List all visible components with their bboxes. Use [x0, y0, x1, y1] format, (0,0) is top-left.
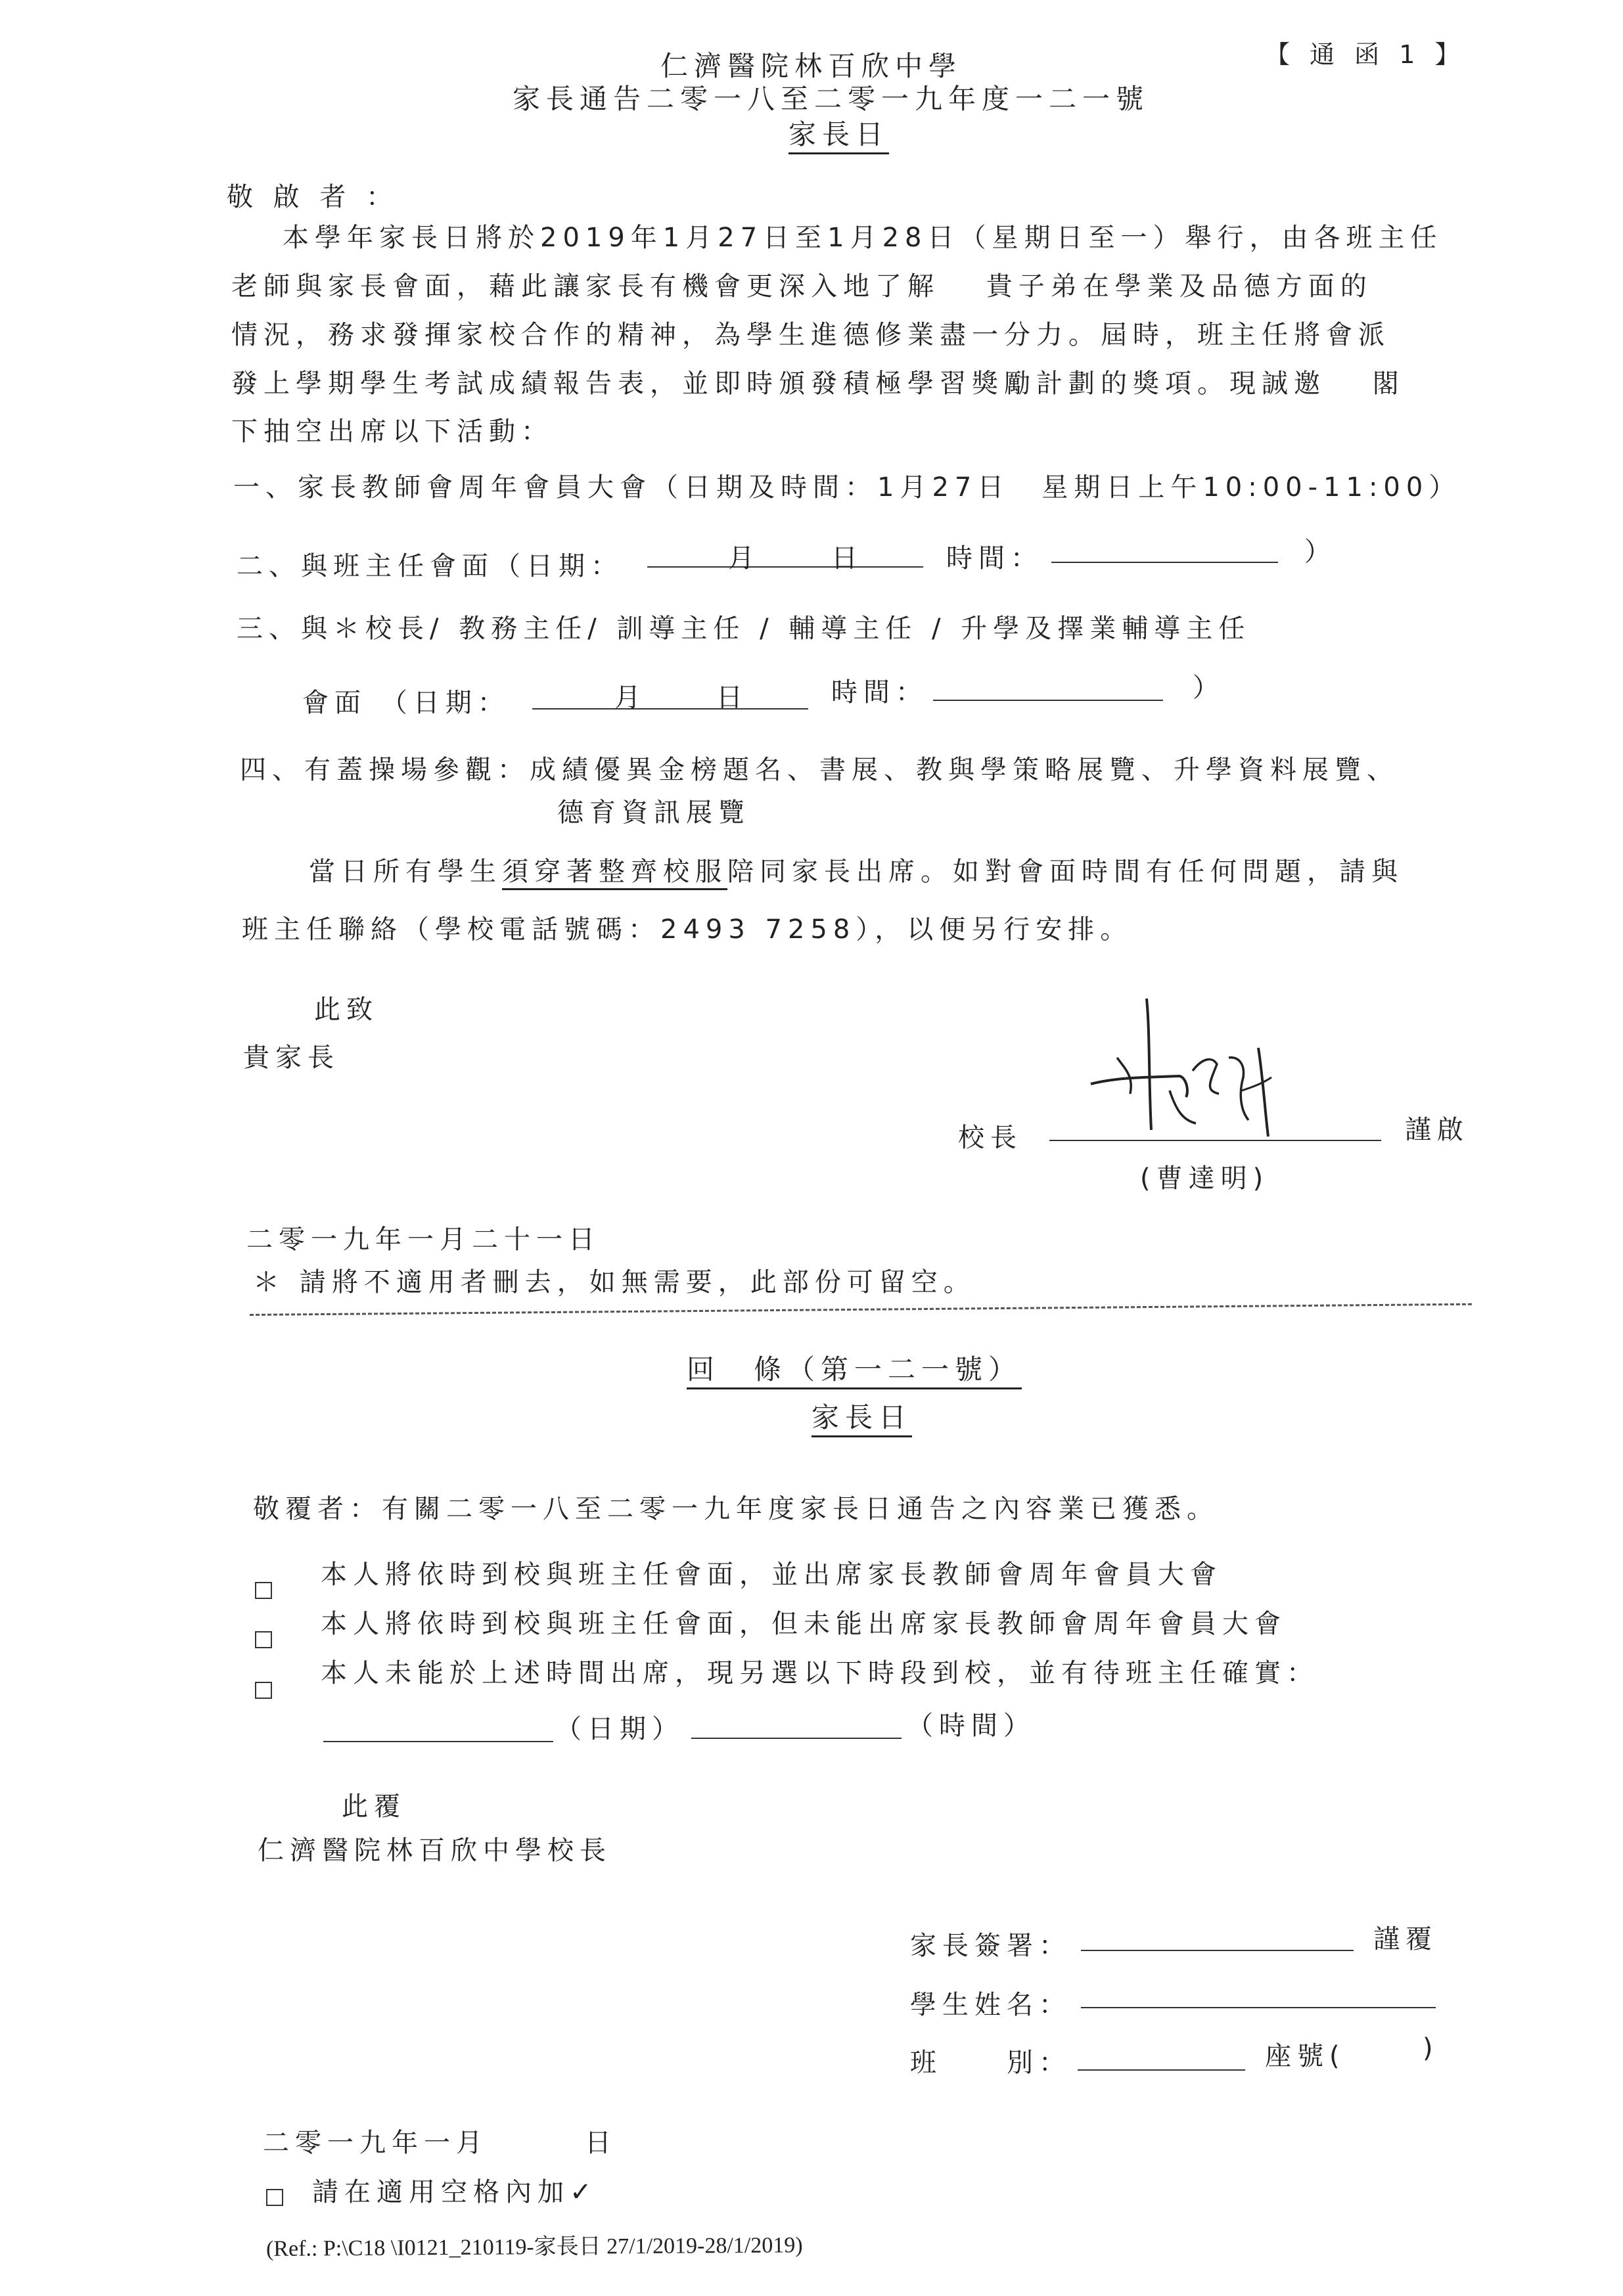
activity-item-4-cont: 德育資訊展覽 [557, 798, 750, 828]
reply-closing-2: 仁濟醫院林百欣中學校長 [258, 1835, 612, 1866]
notice-subject: 家長日 [789, 113, 889, 154]
para1-line5: 下抽空出席以下活動： [231, 416, 553, 447]
circular-tag: 【 通 函 1 】 [1265, 40, 1466, 69]
para2-line2: 班主任聯絡（學校電話號碼：2493 7258），以便另行安排。 [242, 914, 1133, 945]
reply-date: 二零一九年一月 日 [263, 2128, 617, 2158]
principal-name: (曹達明) [1140, 1163, 1269, 1194]
alt-time-label: （時間） [907, 1711, 1036, 1741]
alt-date-field[interactable] [323, 1741, 553, 1742]
tick-note-checkbox [266, 2182, 283, 2213]
item3-date-blank[interactable] [532, 708, 808, 709]
principal-label: 校長 [958, 1123, 1022, 1153]
reply-title: 回 條（第一二一號） [687, 1348, 1022, 1389]
item2-day: 日 [831, 543, 857, 574]
tick-instruction: 請在適用空格內加✓ [312, 2177, 598, 2207]
item3-time-blank[interactable] [933, 700, 1163, 701]
tear-off-line [250, 1303, 1472, 1316]
meeting-time-blank[interactable] [1051, 562, 1278, 563]
item2-time-label: 時間： [946, 543, 1043, 574]
activity-item-3: 三、與＊校長/ 教務主任/ 訓導主任 / 輔導主任 / 升學及擇業輔導主任 [237, 614, 1251, 644]
item3-day: 日 [716, 683, 743, 713]
reply-acknowledgement: 敬覆者：有關二零一八至二零一九年度家長日通告之內容業已獲悉。 [253, 1494, 1219, 1524]
signoff: 謹啟 [1405, 1115, 1469, 1145]
alt-time-field[interactable] [691, 1738, 902, 1739]
closing-2: 貴家長 [243, 1043, 340, 1073]
footnote: ＊ 請將不適用者刪去，如無需要，此部份可留空。 [253, 1267, 976, 1297]
salutation: 敬 啟 者 ： [227, 182, 399, 212]
activity-item-1: 一、家長教師會周年會員大會（日期及時間：1月27日 星期日上午10:00-11:00） [233, 472, 1461, 503]
option-3-label: 本人未能於上述時間出席，現另選以下時段到校，並有待班主任確實： [321, 1658, 1319, 1688]
class-field[interactable] [1078, 2069, 1245, 2071]
item3-meet-label: 會面 （日期： [302, 688, 510, 718]
uniform-requirement: 須穿著整齊校服 [502, 851, 727, 890]
para1-line1: 本學年家長日將於2019年1月27日至1月28日（星期日至一）舉行，由各班主任 [283, 223, 1443, 253]
reply-subtitle: 家長日 [811, 1396, 912, 1437]
item3-close: ） [1193, 673, 1219, 703]
option-2-checkbox [255, 1625, 272, 1655]
option-1-checkbox [255, 1575, 272, 1606]
parent-signature-label: 家長簽署： [910, 1931, 1071, 1961]
parent-signature-field[interactable] [1081, 1950, 1354, 1951]
para1-line4: 發上學期學生考試成績報告表，並即時頒發積極學習獎勵計劃的獎項。現誠邀 閣 [231, 369, 1405, 399]
student-name-label: 學生姓名： [910, 1990, 1071, 2020]
activity-item-4: 四、有蓋操場參觀：成績優異金榜題名、書展、教與學策略展覽、升學資料展覽、 [240, 755, 1399, 785]
seat-number-label: 座號( [1265, 2041, 1346, 2071]
para1-line2: 老師與家長會面，藉此讓家長有機會更深入地了解 貴子弟在學業及品德方面的 [231, 271, 1373, 302]
option-2-label: 本人將依時到校與班主任會面，但未能出席家長教師會周年會員大會 [321, 1609, 1287, 1639]
reply-closing-1: 此覆 [342, 1791, 406, 1822]
item3-time-label: 時間： [831, 677, 928, 708]
notice-number: 家長通告二零一八至二零一九年度一二一號 [513, 83, 1150, 115]
activity-item-2-label: 二、與班主任會面（日期： [237, 551, 623, 581]
seat-number-close: ) [1423, 2033, 1433, 2063]
item3-month: 月 [614, 683, 641, 713]
file-reference: (Ref.: P:\C18 \I0121_210119-家長日 27/1/2019-28/1/2019) [265, 2233, 803, 2261]
para1-line3: 情況，務求發揮家校合作的精神，為學生進德修業盡一分力。屆時，班主任將會派 [231, 320, 1390, 350]
closing-1: 此致 [314, 995, 378, 1025]
class-label: 班 別： [910, 2048, 1071, 2078]
principal-signature-line [1049, 1140, 1381, 1141]
principal-signature-icon [1071, 979, 1288, 1150]
para2-line1: 當日所有學生須穿著整齊校服陪同家長出席。如對會面時間有任何問題，請與 [309, 851, 1404, 890]
school-name: 仁濟醫院林百欣中學 [660, 50, 963, 82]
item2-close: ） [1304, 537, 1331, 567]
notice-date: 二零一九年一月二十一日 [246, 1225, 601, 1255]
reply-signoff: 謹覆 [1373, 1924, 1438, 1954]
student-name-field[interactable] [1081, 2007, 1436, 2008]
meeting-date-blank[interactable] [647, 566, 923, 568]
item2-month: 月 [728, 543, 754, 574]
option-3-checkbox [255, 1675, 272, 1705]
option-1-label: 本人將依時到校與班主任會面，並出席家長教師會周年會員大會 [321, 1560, 1222, 1590]
alt-date-label: （日期） [555, 1714, 684, 1744]
